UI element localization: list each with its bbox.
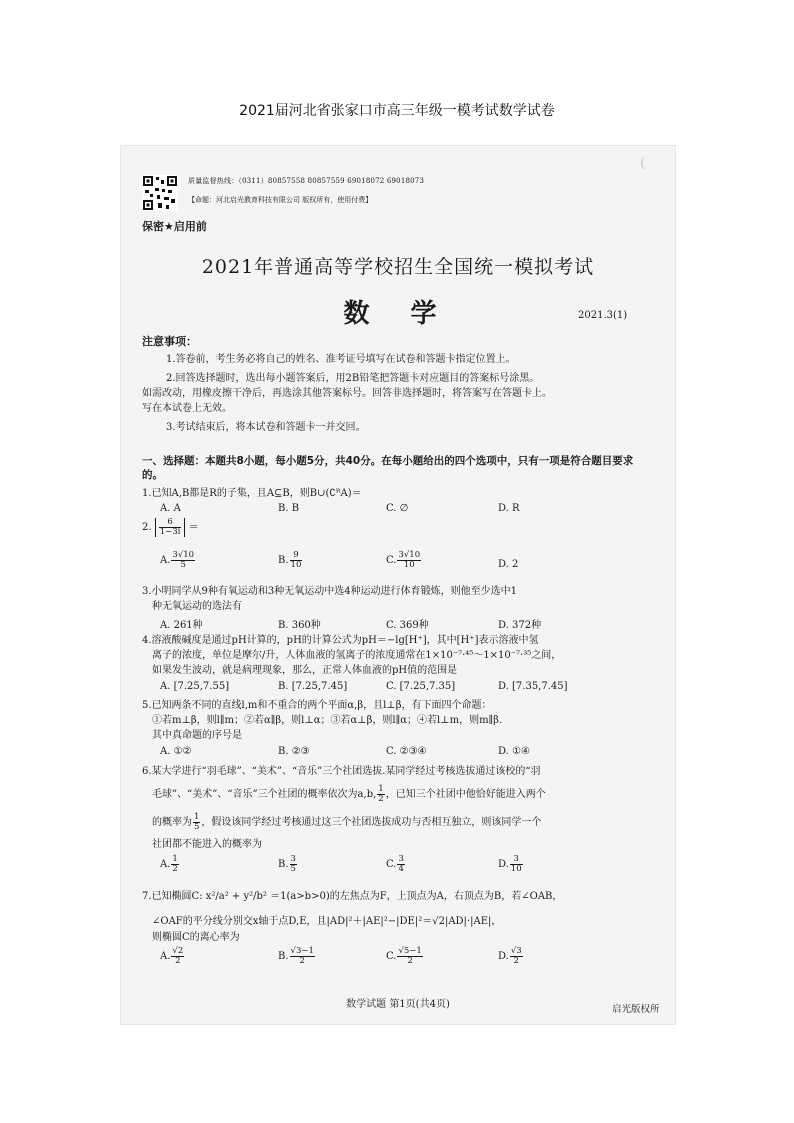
q7-a-label: A.: [160, 951, 171, 962]
q6-b-den: 5: [290, 864, 296, 874]
q6-half-den: 2: [378, 794, 384, 804]
q6-line-4: 社团都不能进入的概率为: [152, 839, 262, 850]
q6-line-2: [152, 785, 546, 804]
q7-c-num: √5−1: [398, 946, 422, 956]
q5-line-3: 其中真命题的序号是: [152, 730, 242, 741]
q6-d-den: 10: [510, 864, 522, 874]
q7-line-1: 7.已知椭圆C: x²/a² + y²/b² ＝1(a>b>0)的左焦点为F，上顶点为A，右顶点为B，若∠OAB，: [142, 891, 563, 902]
q5-option-c: C. ②③④: [386, 746, 427, 757]
q4-option-d: D. [7.35,7.45]: [498, 681, 568, 692]
page-footer: 数学试题 第1页(共4页): [346, 999, 450, 1010]
q4-line-1: 4.溶液酸碱度是通过pH计算的，pH的计算公式为pH＝−lg[H⁺]，其中[H⁺]表示溶液中氢: [142, 635, 539, 646]
q7-c-frac: [397, 947, 422, 966]
q3-line-1: 3.小明同学从9种有氧运动和3种无氧运动中选4种运动进行体育锻炼，则他至少选中1: [142, 586, 517, 597]
q6-d-frac: [510, 855, 523, 874]
q6-b-num: 3: [290, 854, 296, 864]
q6-half: [377, 785, 384, 804]
q2-num: 6: [159, 518, 182, 528]
notice-item-2-end: 写在本试卷上无效。: [142, 403, 232, 414]
q7-b-num: √3−1: [290, 946, 314, 956]
q2-c-den: 10: [403, 560, 415, 570]
q6-fifth: [193, 813, 200, 832]
q7-b-den: 2: [299, 956, 305, 966]
q1-option-a: A. A: [160, 503, 181, 514]
q2-equals: ＝: [188, 522, 199, 533]
q6-option-a: [160, 855, 180, 874]
q6-a-num: 1: [172, 854, 178, 864]
q6-c-den: 4: [398, 864, 404, 874]
q2-number: 2.: [142, 522, 152, 533]
copyright-mark: 启光版权所: [612, 1004, 660, 1015]
q7-option-b: [278, 947, 316, 966]
q2-b-num: 9: [290, 551, 303, 561]
tab-mark: (: [640, 155, 646, 171]
q1-option-d: D. R: [498, 503, 520, 514]
q6-b-frac: [290, 855, 297, 874]
q2-c-num: 3√10: [398, 550, 421, 560]
q6-d-num: 3: [510, 855, 523, 865]
q7-b-label: B.: [278, 951, 289, 962]
q6-option-c: [386, 855, 406, 874]
q3-option-a: A. 261种: [160, 620, 203, 631]
q2-a-num: 3√10: [172, 550, 195, 560]
q6-option-d: [498, 855, 524, 874]
notice-item-2: 2.回答选择题时，选出每小题答案后，用2B铅笔把答题卡对应题目的答案标号涂黑。: [166, 373, 540, 384]
q2-b-den: 10: [290, 560, 302, 570]
section-heading: 一、选择题：本题共8小题，每小题5分，共40分。在每小题给出的四个选项中，只有一项是符合题目要求的。: [142, 455, 634, 481]
q5-line-2: ①若m⊥β，则l∥m；②若α∥β，则l⊥α；③若α⊥β，则l∥α；④若l⊥m，则m∥β.: [152, 715, 503, 726]
q2-option-b: [278, 551, 303, 570]
secret-label: 保密★启用前: [142, 220, 207, 233]
q7-c-label: C.: [386, 951, 397, 962]
q6-c-num: 3: [398, 854, 404, 864]
q4-line-2: 离子的浓度，单位是摩尔/升，人体血液的氢离子的浓度通常在1×10⁻⁷·⁴⁵～1×10⁻⁷·³⁵之间，: [152, 650, 562, 661]
q7-option-c: [386, 947, 424, 966]
q5-option-d: D. ①④: [498, 746, 530, 757]
q4-option-a: A. [7.25,7.55]: [160, 681, 230, 692]
notice-heading: 注意事项：: [142, 335, 197, 348]
q1-option-c: C. ∅: [386, 503, 409, 514]
q2-stem: [142, 518, 199, 537]
q2-option-c: [386, 551, 422, 570]
proposition-note: 【命题：河北启光教育科技有限公司 版权所有，使用付费】: [188, 196, 373, 204]
q3-option-d: D. 372种: [498, 620, 542, 631]
q6-line-2-pre: 毛球”、“美术”、“音乐”三个社团的概率依次为a,b,: [152, 789, 377, 800]
q2-a-frac: [171, 551, 195, 570]
q4-line-3: 如果发生波动，就是病理现象，那么，正常人体血液的pH值的范围是: [152, 665, 458, 676]
q6-c-label: C.: [386, 859, 397, 870]
q6-a-frac: [171, 855, 178, 874]
q6-option-b: [278, 855, 298, 874]
qr-code-icon: [142, 175, 178, 211]
notice-item-1: 1.答卷前，考生务必将自己的姓名、准考证号填写在试卷和答题卡指定位置上。: [166, 354, 516, 365]
q2-b-label: B.: [278, 555, 289, 566]
q7-option-d: [498, 947, 524, 966]
q6-a-label: A.: [160, 859, 171, 870]
q6-line-3: [152, 813, 541, 832]
q2-den: 1−3i: [159, 527, 181, 537]
q1-option-b: B. B: [278, 503, 300, 514]
q6-line-3-pre: 的概率为: [152, 817, 192, 828]
q7-option-a: [160, 947, 185, 966]
q5-line-1: 5.已知两条不同的直线l,m和不重合的两个平面α,β，且l⊥β，有下面四个命题：: [142, 700, 492, 711]
scanned-page: [120, 145, 676, 1025]
q7-a-den: 2: [175, 956, 181, 966]
q3-line-2: 种无氧运动的选法有: [152, 601, 242, 612]
notice-item-3: 3.考试结束后，将本试卷和答题卡一并交回。: [166, 422, 366, 433]
subject-title: 数 学: [343, 299, 453, 329]
q2-a-label: A.: [160, 555, 171, 566]
q6-line-2-post: ，已知三个社团中他恰好能进入两个: [385, 789, 546, 800]
q1-stem: 1.已知A,B都是R的子集，且A⊆B，则B∪(∁ᴿA)＝: [142, 488, 362, 499]
quality-hotline: 质量监督热线：（0311）80857558 80857559 69018072 69018073: [188, 177, 425, 185]
q6-c-frac: [397, 855, 404, 874]
q2-option-d: D. 2: [498, 559, 519, 570]
q6-line-3-post: ，假设该同学经过考核通过这三个社团选拔成功与否相互独立，则该同学一个: [201, 817, 542, 828]
q2-option-a: [160, 551, 196, 570]
exam-date: 2021.3(1): [578, 310, 628, 321]
q5-option-b: B. ②③: [278, 746, 310, 757]
q3-option-b: B. 360种: [278, 620, 321, 631]
q6-half-num: 1: [378, 784, 384, 794]
q7-line-2: ∠OAF的平分线分别交x轴于点D,E，且|AD|²＋|AE|²−|DE|²＝√2|AD|·|AE|，: [152, 916, 502, 927]
q4-option-c: C. [7.25,7.35]: [386, 681, 456, 692]
q7-d-frac: [510, 947, 523, 966]
q2-c-frac: [397, 551, 421, 570]
q7-d-den: 2: [513, 956, 519, 966]
q7-d-label: D.: [498, 951, 509, 962]
document-title: 2021届河北省张家口市高三年级一模考试数学试卷: [239, 103, 555, 119]
q7-a-num: √2: [172, 946, 184, 956]
q7-c-den: 2: [407, 956, 413, 966]
q6-a-den: 2: [172, 864, 178, 874]
q6-fifth-num: 1: [194, 812, 200, 822]
q7-d-num: √3: [510, 946, 522, 956]
q3-option-c: C. 369种: [386, 620, 429, 631]
q2-b-frac: [290, 551, 303, 570]
q6-d-label: D.: [498, 859, 509, 870]
q7-b-frac: [290, 947, 315, 966]
q2-fraction: [159, 518, 182, 537]
notice-item-2-cont: 如需改动，用橡皮擦干净后，再选涂其他答案标号。回答非选择题时，将答案写在答题卡上。: [142, 388, 552, 399]
q6-b-label: B.: [278, 859, 289, 870]
q7-line-3: 则椭圆C的离心率为: [152, 932, 240, 943]
q4-option-b: B. [7.25,7.45]: [278, 681, 348, 692]
q2-c-label: C.: [386, 555, 397, 566]
q6-line-1: 6.某大学进行“羽毛球”、“美术”、“音乐”三个社团选拔.某同学经过考核选拔通过该校的“羽: [142, 766, 541, 777]
q2-a-den: 5: [180, 560, 186, 570]
q7-a-frac: [171, 947, 184, 966]
q2-abs: [155, 518, 186, 537]
q6-fifth-den: 5: [194, 822, 200, 832]
q5-option-a: A. ①②: [160, 746, 192, 757]
exam-title: 2021年普通高等学校招生全国统一模拟考试: [201, 256, 595, 278]
